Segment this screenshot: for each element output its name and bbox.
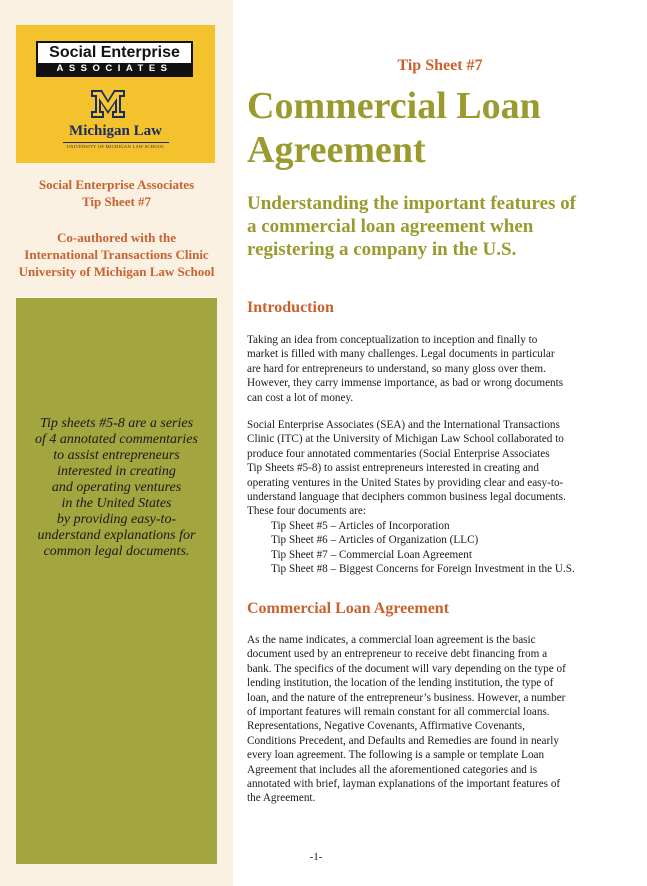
- sidebar-coauthor-clinic: International Transactions Clinic: [24, 247, 209, 262]
- sea-logo-associates: ASSOCIATES: [38, 63, 191, 75]
- sidebar-org-name: Social Enterprise Associates: [38, 177, 195, 192]
- loan-paragraph: As the name indicates, a commercial loan agreement is the basic document used by an entrepreneur to receive debt financing from a bank. The specifics of the document will vary depending on the type of lending institution, the location of the lending institution, the type of loan, and the nature of the entrepreneur’s business. However, a number of important features will remain constant for all commercial loans. Representations, Negative Covenants, Affirmative Covenants, Conditions Precedent, and Defaults and Remedies are found in nearly every loan agreement. The following is a sample or template Loan Agreement that includes all the aforementioned categories and is annotated with brief, layman explanations of the important features of the Agreement.: [247, 634, 566, 805]
- sidebar-coauthor-intro: Co-authored with the: [57, 230, 176, 245]
- tip-sheet-label: Tip Sheet #7: [397, 57, 483, 74]
- sidebar-tip-number: Tip Sheet #7: [81, 194, 152, 209]
- list-item: Tip Sheet #8 – Biggest Concerns for Foreign Investment in the U.S.: [271, 563, 575, 576]
- commercial-loan-heading: Commercial Loan Agreement: [247, 600, 450, 617]
- list-item: Tip Sheet #7 – Commercial Loan Agreement: [271, 548, 472, 561]
- sea-logo-name: Social Enterprise: [49, 44, 180, 61]
- intro-paragraph-1: Taking an idea from conceptualization to inception and finally to market is filled with many challenges. Legal documents in particular are hard for entrepreneurs to understand, so many gloss over them. However, they carry immense importance, as bad or wrong documents can cost a lot of money.: [247, 334, 564, 404]
- callout-text: Tip sheets #5-8 are a series of 4 annotated commentaries to assist entrepreneurs interested in creating and operating ventures in the United States by providing easy-to- understand explanations for common legal documents.: [35, 416, 198, 559]
- list-item: Tip Sheet #5 – Articles of Incorporation: [271, 520, 450, 532]
- sea-logo: [36, 41, 193, 77]
- michigan-law-wordmark: Michigan Law: [69, 123, 162, 139]
- list-item: Tip Sheet #6 – Articles of Organization (LLC): [271, 534, 479, 547]
- introduction-heading: Introduction: [247, 299, 334, 316]
- sidebar-coauthor-school: University of Michigan Law School: [18, 264, 215, 279]
- michigan-law-subtitle: UNIVERSITY OF MICHIGAN LAW SCHOOL: [66, 144, 165, 149]
- page-subtitle: Understanding the important features of a commercial loan agreement when registering a company in the U.S.: [247, 193, 576, 260]
- callout-panel: [16, 298, 217, 864]
- intro-paragraph-2: Social Enterprise Associates (SEA) and the International Transactions Clinic (ITC) at the University of Michigan Law School collaborated to produce four annotated commentaries (Social Enterprise Associates Tip Sheets #5-8) to assist entrepreneurs interested in creating and operating ventures in the United States by providing clear and easy-to- understand language that deciphers common business legal documents. These four documents are:: [247, 419, 566, 518]
- tip-sheet-list: [271, 519, 575, 577]
- page-number: -1-: [309, 851, 323, 863]
- block-m-icon: [90, 89, 126, 119]
- logo-block: [16, 25, 215, 163]
- logo-divider: [63, 142, 169, 143]
- page-title: Commercial Loan Agreement: [247, 85, 541, 171]
